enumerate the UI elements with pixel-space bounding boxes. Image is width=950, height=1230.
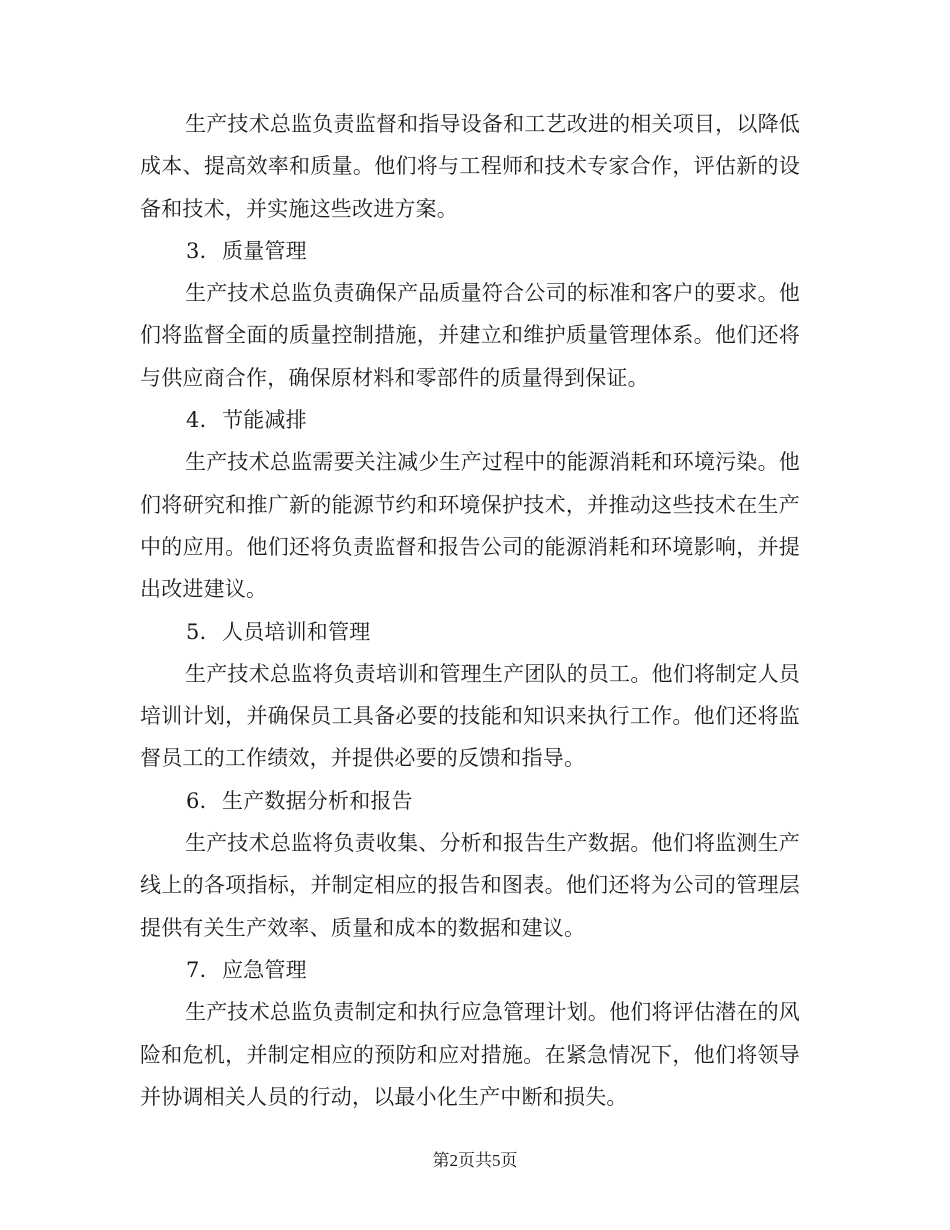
paragraph-energy: 生产技术总监需要关注减少生产过程中的能源消耗和环境污染。他们将研究和推广新的能源节约和环境保护技术，并推动这些技术在生产中的应用。他们还将负责监督和报告公司的能源消耗和环境影响，并提出改进建议。 [140, 450, 800, 602]
section-title: 节能减排 [222, 408, 307, 433]
section-number: 4. [186, 408, 207, 433]
section-heading-training [140, 611, 800, 653]
paragraph-training: 生产技术总监将负责培训和管理生产团队的员工。他们将制定人员培训计划，并确保员工具备必要的技能和知识来执行工作。他们还将监督员工的工作绩效，并提供必要的反馈和指导。 [140, 661, 800, 771]
page-number-footer: 第2页共5页 [432, 1151, 518, 1170]
section-number: 6. [186, 788, 207, 813]
section-title: 应急管理 [222, 957, 307, 982]
section-heading-energy [140, 399, 800, 441]
section-title: 质量管理 [222, 238, 307, 263]
section-heading-emergency [140, 949, 800, 991]
section-heading-data-analysis [140, 780, 800, 822]
section-title: 人员培训和管理 [222, 619, 371, 644]
section-title: 生产数据分析和报告 [222, 788, 413, 813]
paragraph-data-analysis: 生产技术总监将负责收集、分析和报告生产数据。他们将监测生产线上的各项指标，并制定相应的报告和图表。他们还将为公司的管理层提供有关生产效率、质量和成本的数据和建议。 [140, 831, 800, 940]
section-number: 5. [186, 619, 207, 644]
document-body [140, 103, 800, 1118]
paragraph-equipment-improvement: 生产技术总监负责监督和指导设备和工艺改进的相关项目，以降低成本、提高效率和质量。他们将与工程师和技术专家合作，评估新的设备和技术，并实施这些改进方案。 [140, 112, 800, 221]
paragraph-quality: 生产技术总监负责确保产品质量符合公司的标准和客户的要求。他们将监督全面的质量控制措施，并建立和维护质量管理体系。他们还将与供应商合作，确保原材料和零部件的质量得到保证。 [140, 281, 800, 390]
section-number: 3. [186, 238, 207, 263]
section-heading-quality [140, 230, 800, 272]
paragraph-emergency: 生产技术总监负责制定和执行应急管理计划。他们将评估潜在的风险和危机，并制定相应的预防和应对措施。在紧急情况下，他们将领导并协调相关人员的行动，以最小化生产中断和损失。 [140, 1000, 800, 1109]
section-number: 7. [186, 957, 207, 982]
